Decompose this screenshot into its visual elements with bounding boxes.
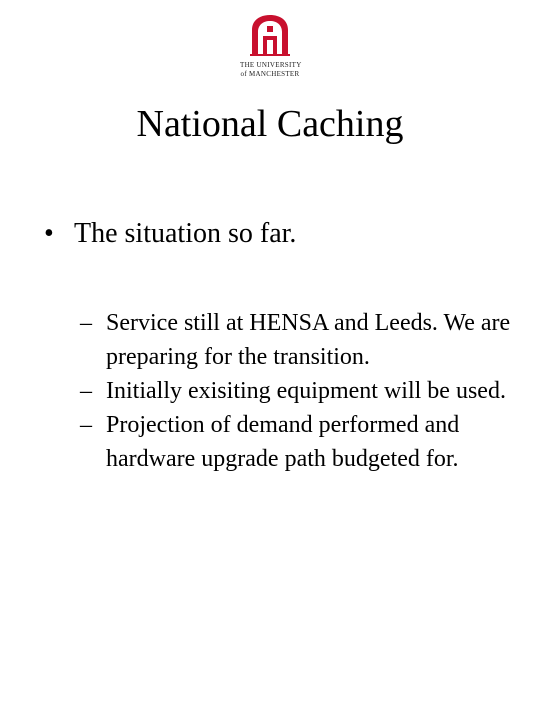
- sub-bullet-list: [80, 306, 520, 476]
- sub-bullet-item: [80, 306, 520, 374]
- logo-text-line2: of MANCHESTER: [240, 70, 300, 78]
- sub-bullet-text: Initially exisiting equipment will be used.: [106, 378, 506, 404]
- dash-marker: –: [80, 412, 92, 438]
- sub-bullet-text: Projection of demand performed and hardware upgrade path budgeted for.: [106, 412, 460, 472]
- university-logo: [240, 14, 300, 82]
- sub-bullet-item: [80, 374, 520, 408]
- slide-title: National Caching: [136, 103, 404, 145]
- sub-bullet-text: Service still at HENSA and Leeds. We are preparing for the transition.: [106, 310, 511, 370]
- main-bullet-text: The situation so far.: [74, 218, 297, 249]
- main-bullet: [44, 214, 296, 254]
- sub-bullet-item: [80, 408, 520, 476]
- dash-marker: –: [80, 310, 92, 336]
- bullet-marker: •: [44, 218, 54, 249]
- dash-marker: –: [80, 378, 92, 404]
- university-crest-icon: [248, 14, 292, 58]
- logo-text-line1: THE UNIVERSITY: [240, 61, 302, 69]
